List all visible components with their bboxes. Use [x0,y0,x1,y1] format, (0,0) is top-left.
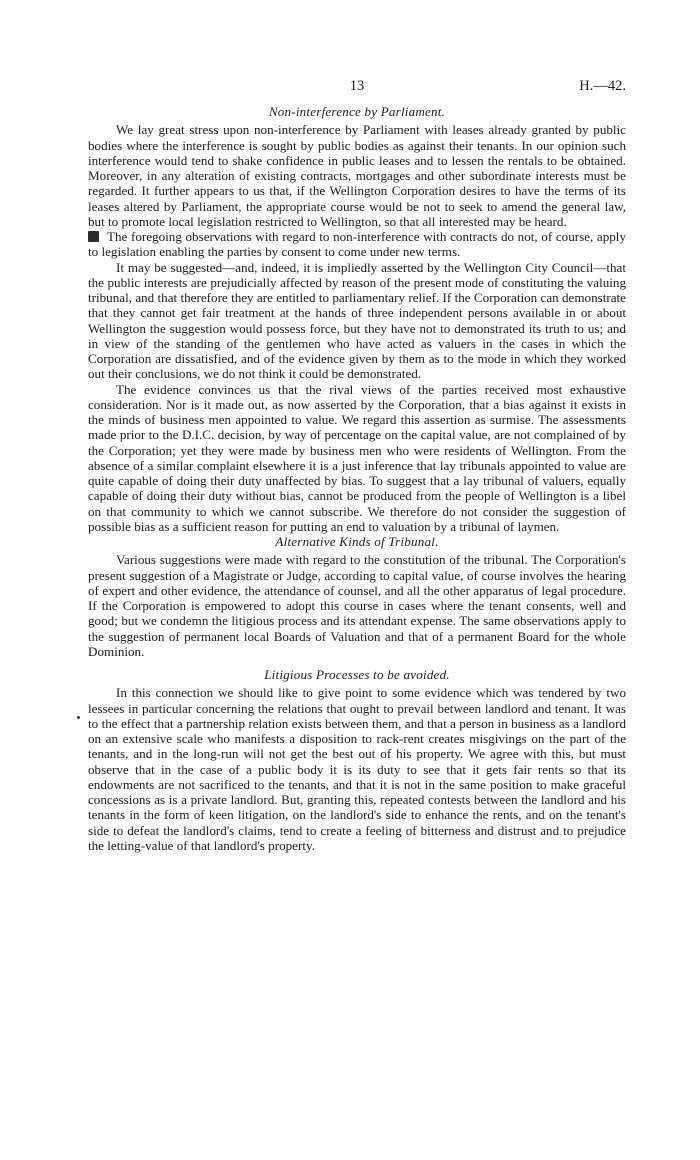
paragraph: It may be suggested—and, indeed, it is impliedly asserted by the Wellington City Council—that the public interests are prejudicially affected by reason of the present mode of constituting the valuing tribunal, and that therefore they are entitled to parliamentary relief. If the Corporation can demonstrate that they cannot get fair treatment at the hands of three independent persons available in or about Wellington the suggestion would possess force, but they have not to demonstrated its truth to us; and in view of the standing of the gentlemen who have acted as valuers in the cases in which the Corporation are dissatisfied, and of the evidence given by them as to the mode in which they worked out their conclusions, we do not think it could be demonstrated. [88,259,626,382]
page-number: 13 [349,78,365,94]
paragraph-with-seal [88,229,626,260]
section-heading: Non-interference by Parliament. [268,104,446,119]
paragraph: In this connection we should like to give point to some evidence which was tendered by two lessees in particular concerning the relations that ought to prevail between landlord and tenant. It was to the effect that a partnership relation exists between them, and that a person in business as a landlord on an extensive scale who manifests a disposition to rack-rent creates misgivings on the part of the tenants, and in the long-run will not get the best out of his property. We agree with this, but must observe that in the case of a public body it is its duty to see that it gets fair rents so that its endowments are not sacrificed to the tenants, and that it is not in the same position to make graceful concessions as is a private landlord. But, granting this, repeated contests between the landlord and his tenants in the form of keen litigation, on the landlord's side to enhance the rents, and on the tenant's side to defeat the landlord's claims, tend to create a feeling of bitterness and distrust and to prejudice the letting-value of that landlord's property. [88,685,626,853]
document-reference: H.—42. [579,78,626,94]
section-heading: Litigious Processes to be avoided. [264,667,450,682]
document-body [88,104,626,853]
paragraph-text: The foregoing observations with regard to non-interference with contracts do not, of course, apply to legislation enabling the parties by consent to come under new terms. [88,229,626,260]
page-header [88,78,626,98]
margin-mark [77,716,80,719]
section-heading: Alternative Kinds of Tribunal. [275,534,439,549]
paragraph: We lay great stress upon non-interference by Parliament with leases already granted by public bodies where the interference is sought by public bodies as against their tenants. In our opinion such interference would tend to shake confidence in public leases and to lessen the rentals to be obtained. Moreover, in any alteration of existing contracts, mortgages and other subordinate interests must be regarded. It further appears to us that, if the Wellington Corporation desires to have the terms of its leases altered by Parliament, the appropriate course would be not to seek to amend the general law, but to promote local legislation restricted to Wellington, so that all interested may be heard. [88,122,626,229]
paragraph: Various suggestions were made with regard to the constitution of the tribunal. The Corporation's present suggestion of a Magistrate or Judge, according to capital value, of course involves the hearing of expert and other evidence, the attendance of counsel, and all the other apparatus of legal procedure. If the Corporation is empowered to adopt this course in cases where the tenant consents, well and good; but we condemn the litigious process and its attendant expense. The same observations apply to the suggestion of permanent local Boards of Valuation and that of a permanent Board for the whole Dominion. [88,552,626,659]
seal-icon [88,231,99,242]
paragraph: The evidence convinces us that the rival views of the parties received most exhaustive consideration. Nor is it made out, as now asserted by the Corporation, that a bias against it exists in the minds of business men appointed to value. We regard this assertion as surmise. The assessments made prior to the D.I.C. decision, by way of percentage on the capital value, are not complained of by the Corporation; yet they were made by business men who were residents of Wellington. From the absence of a similar complaint elsewhere it is a just inference that lay tribunals appointed to value are quite capable of doing their duty unaffected by bias. To suggest that a lay tribunal of valuers, equally capable of doing their duty without bias, cannot be produced from the people of Wellington is a libel on that community to which we cannot subscribe. We therefore do not consider the suggestion of possible bias as a sufficient reason for putting an end to valuation by a tribunal of laymen. [88,381,626,534]
